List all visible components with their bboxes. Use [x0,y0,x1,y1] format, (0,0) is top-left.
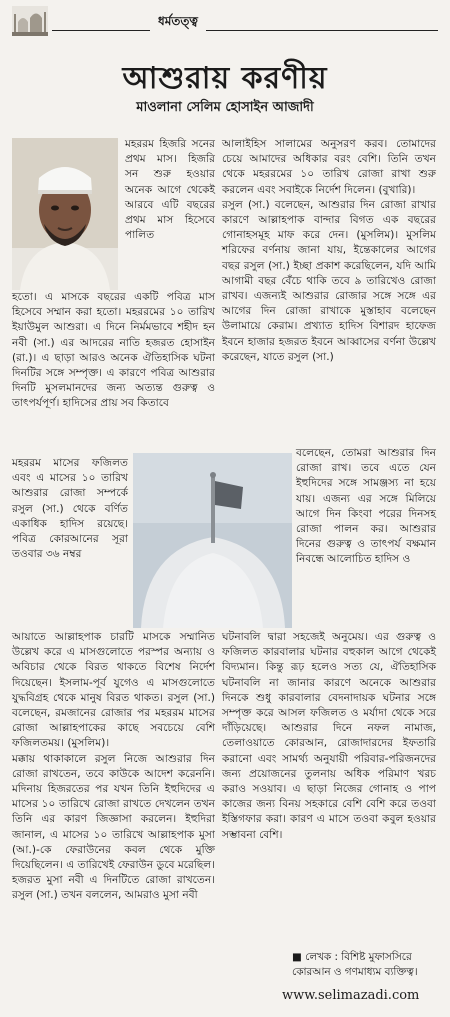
website-url: www.selimazadi.com [282,988,420,1003]
right-col-beside-image [296,446,436,568]
right-col-top [222,137,436,365]
paragraph: মক্কায় থাকাকালে রসুল নিজে আশুরার দিন রোজা রাখতেন, তবে কাউকে আদেশ করেননি। মদিনায় হিজরতের পর যখন তিনি ইহুদিদের এ মাসের ১০ তারিখে রোজা রাখতে দেখলেন তখন তিনি এর কারণ জিজ্ঞাসা করলেন। ইহুদিরা জানাল, এ মাসের ১০ তারিখে আল্লাহপাক মুসা (আ.)-কে ফেরাউনের কবল থেকে মুক্তি দিয়েছিলেন। এ তারিখেই ফেরাউন ডুবে মরেছিল। হজরত মুসা নবী এ দিনটিতে রোজা রাখতেন। রসুল (সা.) তখন বললেন, আমরাও মুসা নবী [12,752,215,902]
left-col-beside-image [12,456,128,562]
left-col-beside-photo [125,137,215,243]
paragraph: রসুল (সা.) বলেছেন, আশুরার দিন রোজা রাখার কারণে আল্লাহপাক বান্দার বিগত এক বছরের গোনাহসমূহ মাফ করে দেন। (মুসলিম)। মুসলিম শরিফের বর্ণনায় জানা যায়, ইন্তেকালের আগের বছর রসুল (সা.) ইচ্ছা প্রকাশ করেছিলেন, যদি আমি আগামী বছর বেঁচে থাকি তবে ৯ তারিখেও রোজা রাখব। এজন্যই আশুরার রোজার সঙ্গে সঙ্গে এর আগের দিন রোজা রাখাকে মুস্তাহাব বলেছেন উলামায়ে কেরাম। প্রখ্যাত হাদিস বিশারদ হাফেজ ইবনে হাজার হজরত ইবনে আব্বাসের বর্ণনা উল্লেখ করেছেন, যাতে রসুল (সা.) [222,198,436,363]
paragraph: হতো। এ মাসকে বছরের একটি পবিত্র মাস হিসেবে সম্মান করা হতো। মহররমের ১০ তারিখ ইয়াউমুল আশুরা। এ দিনে নির্মমভাবে শহীদ হন নবী (সা.) এর আদরের নাতি হজরত হোসাইন (রা.)। এ ছাড়া আরও অনেক ঐতিহাসিক ঘটনা দিনটির সঙ্গে সম্পৃক্ত। এ কারণে পবিত্র আশুরার দিনটি মুসলমানদের জন্য অত্যন্ত গুরুত্ব ও তাৎপর্যপূর্ণ। হাদিসের প্রায় সব কিতাবে [12,291,215,410]
paragraph: ঘটনাবলি দ্বারা সহজেই অনুমেয়। এর গুরুত্ব ও ফজিলত কারবালার ঘটনার বহুকাল আগে থেকেই বিদ্যমান। কিন্তু রূঢ় হলেও সত্য যে, ঐতিহাসিক ঘটনাবলি না জানার কারণে অনেকে আশুরার দিনকে শুধু কারবালার বেদনাদায়ক ঘটনার সঙ্গে সম্পৃক্ত করে আসল ফজিলত ও মর্যাদা থেকে সরে দাঁড়িয়েছে। আশুরার দিনে নফল নামাজ, তেলাওয়াতে কোরআন, রোজাদারদের ইফতারি করানো এবং সামর্থ্য অনুযায়ী পরিবার-পরিজনদের জন্য প্রয়োজনের তুলনায় অধিক পরিমাণ খরচ করাও সওয়াব। এ ছাড়া নিজের গোনাহ ও পাপ কাজের জন্য বিনয় সহকারে বেশি বেশি করে তওবা ইস্তিগফার করা। কারণ এ মাসে তওবা কবুল হওয়ার সম্ভাবনা বেশি। [222,631,436,841]
author-note-line: কোরআন ও গণমাধ্যম ব্যক্তিত্ব। [292,966,418,978]
shrine-dome-image [133,453,292,628]
section-label: ধর্মতত্ত্ব [150,13,206,33]
paragraph: মহররম হিজরি সনের প্রথম মাস। হিজরি সন শুরু হওয়ার অনেক আগে থেকেই আরবে এটি বছরের প্রথম মাস হিসেবে পালিত [125,138,215,242]
paragraph: বলেছেন, তোমরা আশুরার দিন রোজা রাখ। তবে এতে যেন ইহুদিদের সঙ্গে সামঞ্জস্য না হয়ে যায়। এজন্য এর সঙ্গে মিলিয়ে আগে দিন কিংবা পরের দিনসহ রোজা পালন কর। আশুরার দিনের গুরুত্ব ও তাৎপর্য বক্ষমান নিবন্ধে আলোচিত হাদিস ও [296,447,436,566]
paragraph: আলাইহিস সালামের অনুসরণ করব। তোমাদের চেয়ে আমাদের অধিকার বরং বেশি। তিনি তখন থেকে মহররমের ১০ তারিখ রোজা রাখা শুরু করলেন এবং সবাইকে নির্দেশ দিলেন। (বুখারি)। [222,138,436,196]
section-header [0,0,450,40]
article-title: আশুরায় করণীয় [122,61,328,96]
author-note-line: ■ লেখক : বিশিষ্ট মুফাসসিরে [292,951,412,963]
left-col-after-image [12,630,215,904]
author-photo [12,138,118,290]
article-author: মাওলানা সেলিম হোসাইন আজাদী [136,100,314,115]
left-col-body [12,290,215,412]
author-note [292,950,418,980]
right-col-after-image [222,630,436,843]
paragraph: মহররম মাসের ফজিলত এবং এ মাসের ১০ তারিখ আশুরার রোজা সম্পর্কে রসুল (সা.) থেকে বর্ণিত একাধিক হাদিস রয়েছে। পবিত্র কোরআনের সূরা তওবার ৩৬ নম্বর [12,457,128,561]
paragraph: আয়াতে আল্লাহপাক চারটি মাসকে সম্মানিত উল্লেখ করে এ মাসগুলোতে পরস্পর অন্যায় ও অবিচার থেকে বিরত থাকতে বিশেষ নির্দেশ দিয়েছেন। ইসলাম-পূর্ব যুগেও এ মাসগুলোতে যুদ্ধবিগ্রহ থেকে মানুষ বিরত থাকত। রসুল (সা.) বলেছেন, রমজানের রোজার পর মহররম মাসের রোজা আল্লাহপাকের কাছে সবচেয়ে বেশি ফজিলতময়। (মুসলিম)। [12,631,215,750]
header-rule [52,30,438,31]
mosque-icon [12,6,48,36]
